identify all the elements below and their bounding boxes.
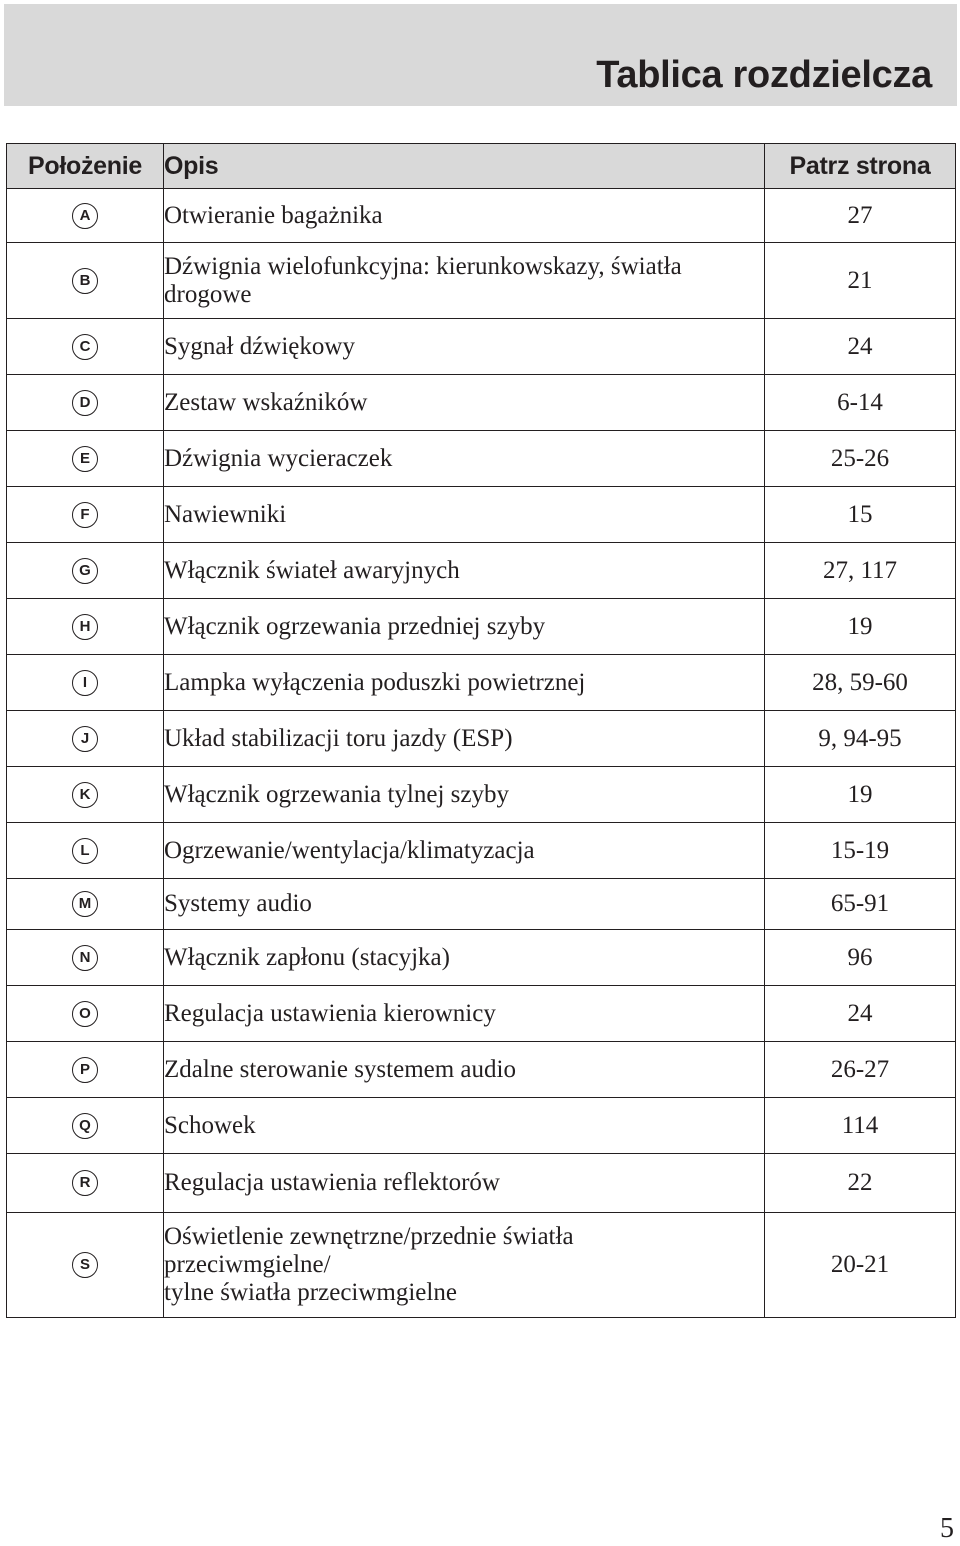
table-body <box>7 189 956 1318</box>
position-marker: H <box>72 614 98 640</box>
table-row <box>7 375 956 431</box>
description-line: Włącznik świateł awaryjnych <box>164 556 460 584</box>
table-row <box>7 1213 956 1318</box>
table-row <box>7 986 956 1042</box>
page-reference-cell: 22 <box>765 1154 956 1213</box>
description-line: Lampka wyłączenia poduszki powietrznej <box>164 668 586 696</box>
position-marker: N <box>72 945 98 971</box>
position-marker: D <box>72 390 98 416</box>
description-line: Włącznik ogrzewania przedniej szyby <box>164 612 546 640</box>
table-row <box>7 189 956 243</box>
description-line: Systemy audio <box>164 890 312 917</box>
page-reference-cell: 15-19 <box>765 823 956 879</box>
page-reference-cell: 26-27 <box>765 1042 956 1098</box>
position-cell <box>7 243 164 319</box>
position-marker: F <box>72 502 98 528</box>
page-reference-cell: 96 <box>765 930 956 986</box>
description-line: Włącznik zapłonu (stacyjka) <box>164 943 450 971</box>
page-title: Tablica rozdzielcza <box>596 54 932 96</box>
table-row <box>7 1154 956 1213</box>
table-header-row <box>7 144 956 189</box>
table-row <box>7 879 956 930</box>
position-cell <box>7 189 164 243</box>
description-line: Dźwignia wielofunkcyjna: kierunkowskazy, światła <box>164 252 682 280</box>
position-cell <box>7 431 164 487</box>
description-line: Układ stabilizacji toru jazdy (ESP) <box>164 724 513 752</box>
description-cell <box>164 243 765 319</box>
description-cell <box>164 823 765 879</box>
position-marker: R <box>72 1170 98 1196</box>
position-cell <box>7 599 164 655</box>
position-cell <box>7 319 164 375</box>
description-line: Oświetlenie zewnętrzne/przednie światła <box>164 1223 574 1250</box>
position-cell <box>7 823 164 879</box>
position-marker: C <box>72 334 98 360</box>
page-reference-cell: 19 <box>765 767 956 823</box>
table-row <box>7 319 956 375</box>
table-row <box>7 930 956 986</box>
description-line: Włącznik ogrzewania tylnej szyby <box>164 780 509 808</box>
page-reference-cell: 20-21 <box>765 1213 956 1318</box>
page-reference-cell: 65-91 <box>765 879 956 930</box>
description-line: Nawiewniki <box>164 500 287 528</box>
description-cell <box>164 930 765 986</box>
description-line: Zestaw wskaźników <box>164 388 368 416</box>
position-marker: G <box>72 558 98 584</box>
position-cell <box>7 879 164 930</box>
position-cell <box>7 1154 164 1213</box>
page-reference-cell: 15 <box>765 487 956 543</box>
position-marker: L <box>72 838 98 864</box>
position-marker: S <box>72 1252 98 1278</box>
description-cell <box>164 543 765 599</box>
position-marker: J <box>72 726 98 752</box>
description-line: Regulacja ustawienia reflektorów <box>164 1169 500 1196</box>
position-marker: A <box>72 203 98 229</box>
description-line: Ogrzewanie/wentylacja/klimatyzacja <box>164 836 535 864</box>
table-row <box>7 543 956 599</box>
table-row <box>7 1098 956 1154</box>
column-header-description: Opis <box>164 144 765 189</box>
dashboard-table <box>6 143 956 1318</box>
position-marker: E <box>72 446 98 472</box>
table-row <box>7 655 956 711</box>
description-line: tylne światła przeciwmgielne <box>164 1279 457 1306</box>
position-cell <box>7 543 164 599</box>
description-line: Dźwignia wycieraczek <box>164 444 393 472</box>
position-marker: K <box>72 782 98 808</box>
description-cell <box>164 711 765 767</box>
description-line: Zdalne sterowanie systemem audio <box>164 1055 516 1083</box>
description-line: Sygnał dźwiękowy <box>164 332 355 360</box>
description-cell <box>164 655 765 711</box>
description-cell <box>164 189 765 243</box>
page-reference-cell: 28, 59-60 <box>765 655 956 711</box>
description-cell <box>164 879 765 930</box>
page-reference-cell: 27, 117 <box>765 543 956 599</box>
position-cell <box>7 655 164 711</box>
page-reference-cell: 21 <box>765 243 956 319</box>
page-reference-cell: 27 <box>765 189 956 243</box>
column-header-page: Patrz strona <box>765 144 956 189</box>
position-cell <box>7 1042 164 1098</box>
description-line: drogowe <box>164 280 252 308</box>
page-reference-cell: 6-14 <box>765 375 956 431</box>
position-cell <box>7 767 164 823</box>
table-row <box>7 711 956 767</box>
table-row <box>7 599 956 655</box>
description-cell <box>164 431 765 487</box>
page-reference-cell: 24 <box>765 986 956 1042</box>
position-marker: M <box>72 891 98 917</box>
description-cell <box>164 1042 765 1098</box>
position-cell <box>7 930 164 986</box>
table-row <box>7 431 956 487</box>
page-reference-cell: 114 <box>765 1098 956 1154</box>
description-line: przeciwmgielne/ <box>164 1251 331 1278</box>
description-cell <box>164 375 765 431</box>
table-row <box>7 767 956 823</box>
description-cell <box>164 319 765 375</box>
position-marker: B <box>72 268 98 294</box>
table-row <box>7 823 956 879</box>
description-cell <box>164 487 765 543</box>
page-reference-cell: 25-26 <box>765 431 956 487</box>
description-cell <box>164 986 765 1042</box>
description-cell <box>164 1098 765 1154</box>
position-cell <box>7 1098 164 1154</box>
page-reference-cell: 24 <box>765 319 956 375</box>
column-header-position: Położenie <box>7 144 164 189</box>
position-marker: Q <box>72 1113 98 1139</box>
page-reference-cell: 19 <box>765 599 956 655</box>
description-line: Otwieranie bagażnika <box>164 201 383 229</box>
page-number: 5 <box>940 1513 954 1544</box>
table-row <box>7 1042 956 1098</box>
description-line: Regulacja ustawienia kierownicy <box>164 999 496 1027</box>
position-cell <box>7 986 164 1042</box>
position-cell <box>7 487 164 543</box>
description-cell <box>164 599 765 655</box>
position-marker: I <box>72 670 98 696</box>
position-cell <box>7 1213 164 1318</box>
description-cell <box>164 767 765 823</box>
description-line: Schowek <box>164 1111 256 1139</box>
position-cell <box>7 375 164 431</box>
page-reference-cell: 9, 94-95 <box>765 711 956 767</box>
description-cell <box>164 1213 765 1318</box>
table-row <box>7 487 956 543</box>
description-cell <box>164 1154 765 1213</box>
position-marker: O <box>72 1001 98 1027</box>
position-cell <box>7 711 164 767</box>
position-marker: P <box>72 1057 98 1083</box>
table-row <box>7 243 956 319</box>
